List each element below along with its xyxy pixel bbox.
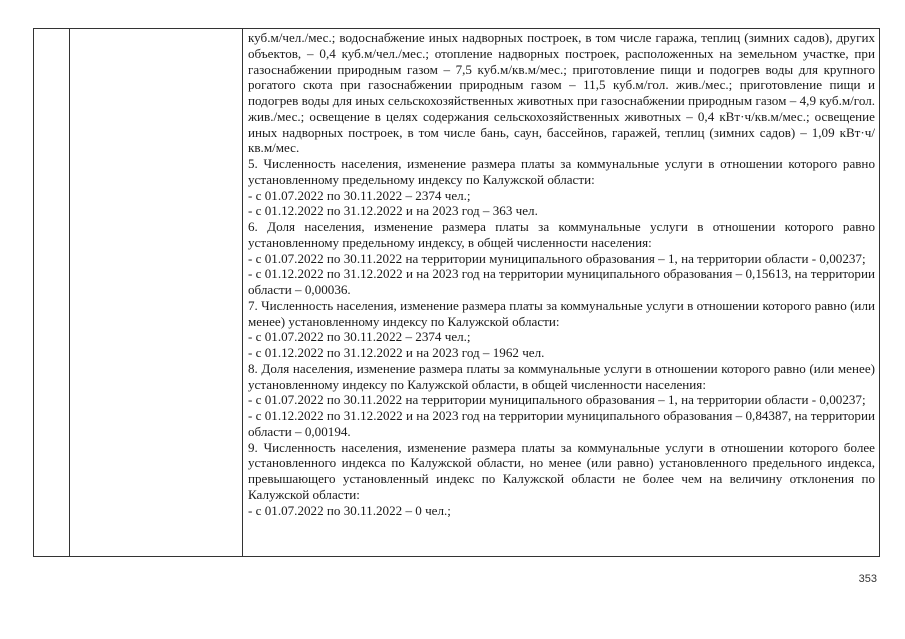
table-cell-content — [248, 30, 875, 518]
paragraph-item-7-line-1: - с 01.07.2022 по 30.11.2022 – 2374 чел.; — [248, 329, 471, 345]
paragraph-item-6-line-1: - с 01.07.2022 по 30.11.2022 на территории муниципального образования – 1, на территории области - 0,00237; — [248, 250, 866, 266]
paragraph-item-5: 5. Численность населения, изменение размера платы за коммунальные услуги в отношении которого равно установленному предельному индексу по Калужской области: — [248, 156, 875, 187]
paragraph-item-6: 6. Доля населения, изменение размера платы за коммунальные услуги в отношении которого равно установленному предельному индексу, в общей численности населения: — [248, 219, 875, 250]
paragraph-item-8-line-2: - с 01.12.2022 по 31.12.2022 и на 2023 год на территории муниципального образования – 0,84387, на территории области – 0,00194. — [248, 408, 875, 439]
paragraph-item-5-line-2: - с 01.12.2022 по 31.12.2022 и на 2023 год – 363 чел. — [248, 203, 538, 219]
page-number: 353 — [858, 573, 877, 585]
paragraph-item-5-line-1: - с 01.07.2022 по 30.11.2022 – 2374 чел.; — [248, 187, 471, 203]
column-divider-2 — [242, 29, 243, 556]
paragraph-item-7: 7. Численность населения, изменение размера платы за коммунальные услуги в отношении которого равно (или менее) установленному индексу по Калужской области: — [248, 297, 875, 329]
column-divider-1 — [69, 29, 70, 556]
paragraph-item-8: 8. Доля населения, изменение размера платы за коммунальные услуги в отношении которого равно (или менее) установленному индексу по Калужской области, в общей численности населения: — [248, 360, 875, 392]
paragraph-item-7-line-2: - с 01.12.2022 по 31.12.2022 и на 2023 год – 1962 чел. — [248, 345, 545, 360]
paragraph-item-8-line-1: - с 01.07.2022 по 30.11.2022 на территории муниципального образования – 1, на территории области - 0,00237; — [248, 392, 866, 408]
paragraph-consumption-norms: куб.м/чел./мес.; водоснабжение иных надворных построек, в том числе гаража, теплиц (зимних садов), других объектов, – 0,4 куб.м/чел./мес.; отопление надворных построек, расположенных на земельном участке, при газоснабжении природным газом – 7,5 куб.м/кв.м/мес.; приготовление пищи и подогрев воды для крупного рогатого скота при газоснабжении природным газом – 11,5 куб.м/гол. жив./мес.; приготовление пищи и подогрев воды для иных сельскохозяйственных животных при газоснабжении природным газом – 4,9 куб.м/гол. жив./мес.; освещение в целях содержания сельскохозяйственных животных – 0,4 кВт·ч/кв.м/мес.; освещение иных надворных построек, в том числе бань, саун, бассейнов, гаражей, теплиц (зимних садов) – 1,09 кВт·ч/кв.м/мес. — [248, 30, 875, 156]
document-table — [33, 28, 880, 557]
paragraph-item-9: 9. Численность населения, изменение размера платы за коммунальные услуги в отношении которого более установленного индекса по Калужской области, но менее (или равно) установленного предельного индекса, превышающего установленный индекс по Калужской области не более чем на величину отклонения по Калужской области: — [248, 439, 875, 502]
paragraph-item-6-line-2: - с 01.12.2022 по 31.12.2022 и на 2023 год на территории муниципального образования – 0,15613, на территории области – 0,00036. — [248, 266, 875, 297]
paragraph-item-9-line-1: - с 01.07.2022 по 30.11.2022 – 0 чел.; — [248, 502, 451, 518]
